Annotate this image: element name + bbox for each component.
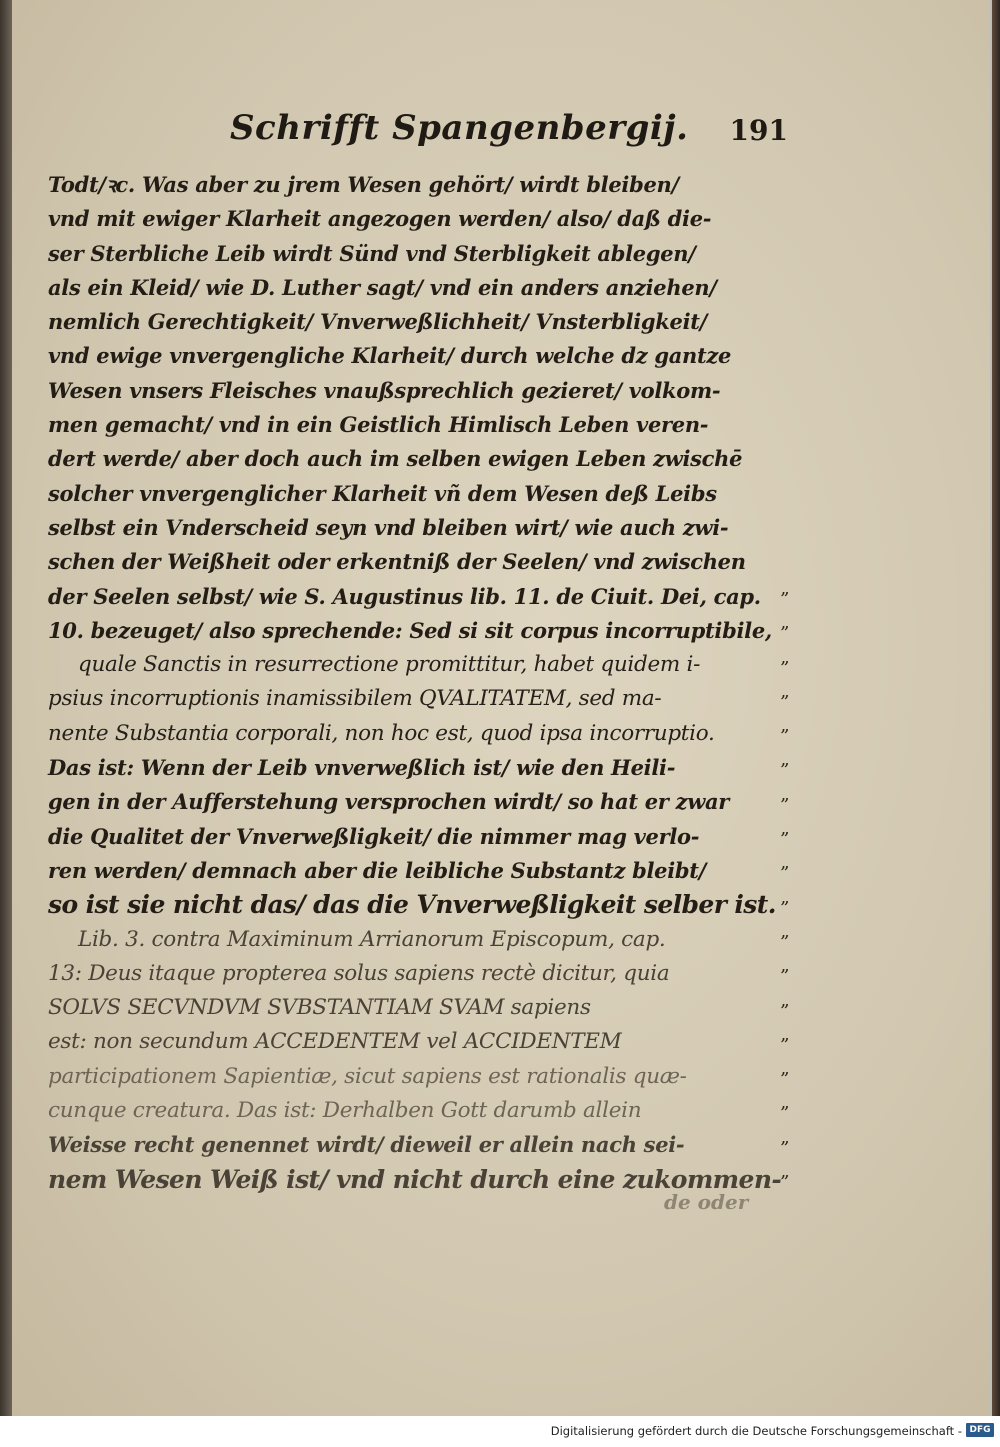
funding-credit: Digitalisierung gefördert durch die Deutsche Forschungsgemeinschaft - — [550, 1424, 962, 1438]
quote-mark: „ — [780, 818, 790, 840]
quote-mark: „ — [780, 783, 790, 805]
text-line: gen in der Aufferstehung versprochen wirdt/ so hat er zwar — [48, 789, 730, 815]
text-line: nemlich Gerechtigkeit/ Vnverweßlichheit/ Vnsterbligkeit/ — [48, 309, 708, 335]
text-line: SOLVS SECVNDVM SVBSTANTIAM SVAM sapiens — [48, 995, 591, 1021]
catchword: de oder — [664, 1190, 749, 1214]
quote-mark: „ — [780, 715, 790, 737]
quote-mark: „ — [780, 1126, 790, 1148]
quote-mark: „ — [780, 646, 790, 668]
text-line: participationem Sapientiæ, sicut sapiens est rationalis quæ- — [48, 1063, 687, 1089]
book-page — [12, 0, 990, 1416]
body-text — [48, 168, 788, 1197]
text-line: als ein Kleid/ wie D. Luther sagt/ vnd ein anders anziehen/ — [48, 274, 717, 300]
quote-mark: „ — [780, 1023, 790, 1045]
text-line: Todt/ꝛc. Was aber zu jrem Wesen gehört/ wirdt bleiben/ — [48, 172, 679, 197]
quote-mark: „ — [780, 680, 790, 702]
quote-mark: „ — [780, 852, 790, 874]
text-line: Weisse recht genennet wirdt/ dieweil er allein nach sei- — [48, 1132, 685, 1158]
text-line: Lib. 3. contra Maximinum Arrianorum Episcopum, cap. — [78, 926, 666, 952]
quote-mark: „ — [780, 749, 790, 771]
text-line: Wesen vnsers Fleisches vnaußsprechlich gezieret/ volkom- — [48, 377, 721, 403]
text-line: Das ist: Wenn der Leib vnverweßlich ist/ wie den Heili- — [48, 755, 676, 781]
text-line: nem Wesen Weiß ist/ vnd nicht durch eine zukommen- — [48, 1164, 782, 1194]
running-head: Schrifft Spangenbergij. — [230, 108, 689, 148]
text-line: 10. bezeuget/ also sprechende: Sed si sit corpus incorruptibile, — [48, 617, 772, 643]
text-line: so ist sie nicht das/ das die Vnverweßligkeit selber ist. — [48, 890, 776, 920]
text-line: psius incorruptionis inamissibilem QVALITATEM, sed ma- — [48, 686, 662, 712]
footer-bar — [0, 1416, 1000, 1447]
text-line: selbst ein Vnderscheid seyn vnd bleiben wirt/ wie auch zwi- — [48, 514, 729, 540]
book-edge-right — [992, 0, 1000, 1416]
text-line: ser Sterbliche Leib wirdt Sünd vnd Sterbligkeit ablegen/ — [48, 240, 696, 266]
text-line: 13: Deus itaque propterea solus sapiens rectè dicitur, quia — [48, 960, 670, 986]
quote-mark: „ — [780, 578, 790, 599]
page-number: 191 — [729, 114, 788, 147]
text-line: dert werde/ aber doch auch im selben ewigen Leben zwischē — [48, 446, 743, 472]
quote-mark: „ — [780, 1161, 790, 1183]
text-line: nente Substantia corporali, non hoc est, quod ipsa incorruptio. — [48, 720, 715, 746]
quote-mark: „ — [780, 1058, 790, 1080]
text-line: vnd mit ewiger Klarheit angezogen werden/ also/ daß die- — [48, 206, 712, 232]
text-line: solcher vnvergenglicher Klarheit vñ dem Wesen deß Leibs — [48, 480, 717, 506]
book-edge-left — [0, 0, 12, 1416]
quote-mark: „ — [780, 612, 790, 634]
margin-quote-marks — [770, 568, 800, 1185]
quote-mark: „ — [780, 955, 790, 977]
page-header — [220, 108, 788, 158]
text-line: ren werden/ demnach aber die leibliche Substantz bleibt/ — [48, 857, 707, 883]
quote-mark: „ — [780, 989, 790, 1011]
text-line: vnd ewige vnvergengliche Klarheit/ durch welche dz gantze — [48, 343, 732, 369]
dfg-logo: DFG — [966, 1423, 994, 1437]
quote-mark: „ — [780, 886, 790, 908]
text-line: quale Sanctis in resurrectione promittitur, habet quidem i- — [78, 652, 701, 678]
text-line: men gemacht/ vnd in ein Geistlich Himlisch Leben veren- — [48, 412, 709, 438]
text-line: est: non secundum ACCEDENTEM vel ACCIDENTEM — [48, 1029, 622, 1055]
quote-mark: „ — [780, 920, 790, 942]
text-line: der Seelen selbst/ wie S. Augustinus lib. 11. de Ciuit. Dei, cap. — [48, 583, 761, 609]
quote-mark: „ — [780, 1092, 790, 1114]
text-line: die Qualitet der Vnverweßligkeit/ die nimmer mag verlo- — [48, 823, 700, 849]
text-line: schen der Weißheit oder erkentniß der Seelen/ vnd zwischen — [48, 549, 746, 575]
text-line: cunque creatura. Das ist: Derhalben Gott darumb allein — [48, 1098, 642, 1124]
